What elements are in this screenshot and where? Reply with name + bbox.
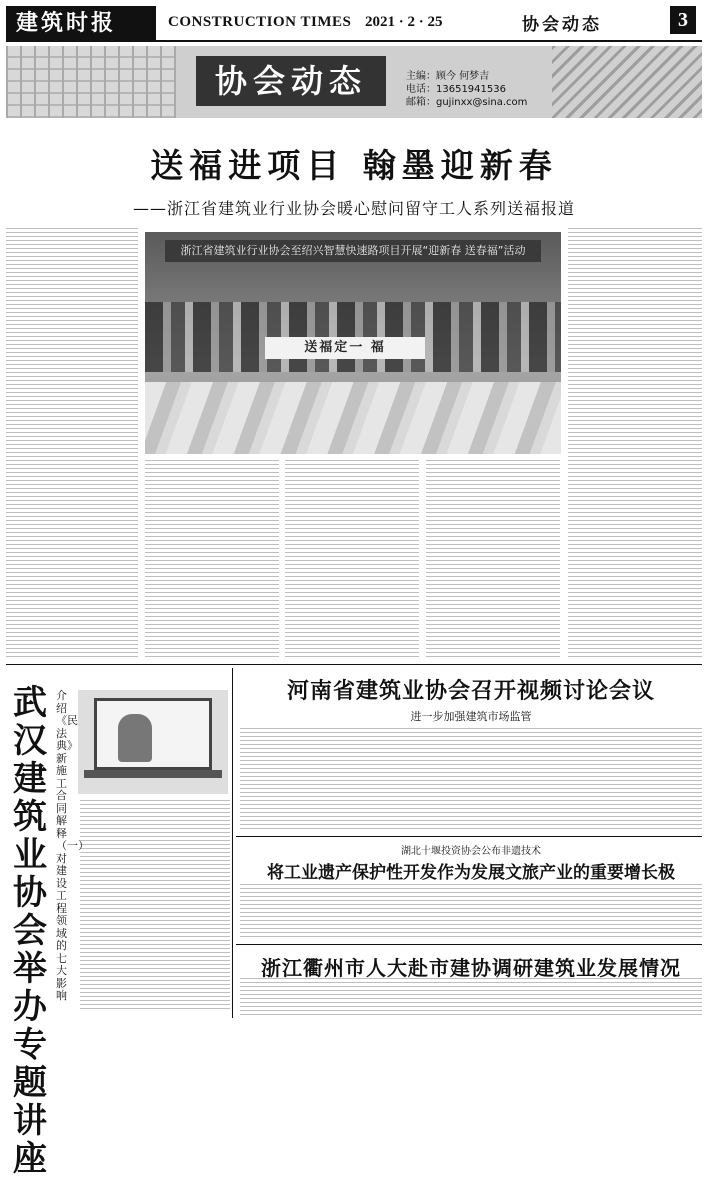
lead-column-3	[285, 460, 419, 660]
masthead-logo: 建筑时报	[6, 6, 156, 40]
henan-title: 河南省建筑业协会召开视频讨论会议	[286, 678, 655, 704]
section-banner	[6, 46, 702, 118]
banner-title: 协会动态	[196, 56, 386, 106]
lead-column-1	[6, 228, 138, 660]
laptop-base	[84, 770, 222, 778]
photo-event-banner: 浙江省建筑业行业协会至绍兴智慧快速路项目开展“迎新春 送春福”活动	[165, 240, 541, 262]
quzhou-body	[240, 978, 702, 1018]
hubei-title: 将工业遗产保护性开发作为发展文旅产业的重要增长极	[267, 863, 675, 883]
wuhan-body	[80, 800, 230, 1010]
lead-headline: 送福进项目 翰墨迎新春	[150, 146, 558, 185]
henan-subtitle: 进一步加强建筑市场监管	[410, 710, 532, 723]
masthead-rule	[6, 40, 702, 42]
banner-editor: 主编：顾今 何梦吉	[406, 71, 490, 82]
henan-bottom-rule	[236, 836, 702, 837]
lead-subheadline: ——浙江省建筑业行业协会暖心慰问留守工人系列送福报道	[132, 199, 575, 218]
issue-date: 2021 · 2 · 25	[365, 14, 443, 30]
banner-credits	[406, 70, 527, 109]
lead-column-5	[568, 228, 702, 660]
banner-email: 邮箱：gujinxx@sina.com	[406, 97, 528, 108]
quzhou-title: 浙江衢州市人大赴市建协调研建筑业发展情况	[261, 956, 681, 980]
photo-calligraphy-sign: 送福定一 福	[265, 337, 425, 359]
banner-phone: 电话：13651941536	[406, 84, 506, 95]
lead-photo	[145, 232, 561, 454]
wuhan-subtitle: 介绍《民法典》新施工合同解释（一）对建设工程领域的七大影响	[56, 689, 89, 1002]
lead-bottom-rule	[6, 664, 702, 665]
wuhan-photo	[78, 690, 228, 794]
masthead-english-title: CONSTRUCTION TIMES	[168, 14, 352, 30]
henan-body	[240, 728, 702, 832]
wuhan-title: 武汉建筑业协会举办专题讲座	[13, 683, 47, 1179]
lead-column-2	[145, 460, 279, 660]
lead-column-4	[426, 460, 560, 660]
laptop-screen	[94, 698, 212, 770]
page-number: 3	[670, 6, 696, 34]
hubei-kicker: 湖北十堰投资协会公布非遗技术	[401, 846, 541, 857]
section-name: 协会动态	[522, 15, 602, 35]
wuhan-divider	[232, 668, 233, 1018]
hubei-bottom-rule	[236, 944, 702, 945]
photo-person	[118, 714, 152, 762]
banner-building-graphic	[6, 46, 176, 118]
banner-crane-graphic	[552, 46, 702, 118]
hubei-body	[240, 884, 702, 940]
photo-calligraphy-table	[145, 382, 561, 454]
